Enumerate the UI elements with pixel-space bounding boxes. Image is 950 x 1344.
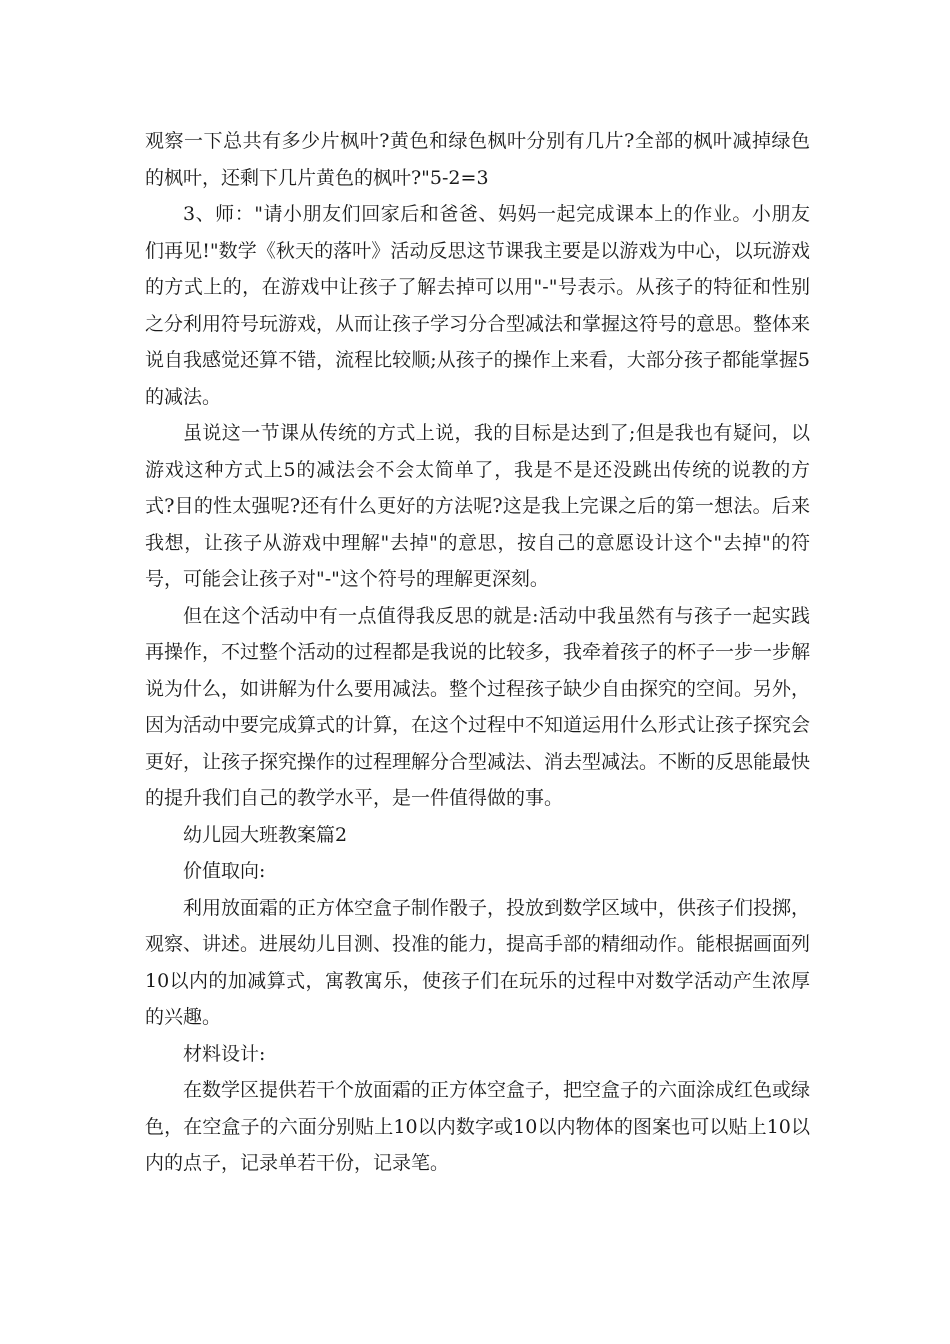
paragraph-reflection-1: 虽说这一节课从传统的方式上说，我的目标是达到了;但是我也有疑问，以游戏这种方式上5的减法会不会太简单了，我是不是还没跳出传统的说教的方式?目的性太强呢?还有什么更好的方法呢?这是我上完课之后的第一想法。后来我想，让孩子从游戏中理解"去掉"的意思，按自己的意愿设计这个"去掉"的符号，可能会让孩子对"-"这个符号的理解更深刻。 <box>145 422 810 590</box>
section-heading: 幼儿园大班教案篇2 <box>183 823 348 846</box>
paragraph-material-design: 在数学区提供若干个放面霜的正方体空盒子，把空盒子的六面涂成红色或绿色，在空盒子的六面分别贴上10以内数字或10以内物体的图案也可以贴上10以内的点子，记录单若干份，记录笔。 <box>145 1079 811 1174</box>
paragraph-teacher-closing: 3、师："请小朋友们回家后和爸爸、妈妈一起完成课本上的作业。小朋友们再见!"数学《秋天的落叶》活动反思这节课我主要是以游戏为中心，以玩游戏的方式上的，在游戏中让孩子了解去掉可以用"-"号表示。从孩子的特征和性别之分利用符号玩游戏，从而让孩子学习分合型减法和掌握这符号的意思。整体来说自我感觉还算不错，流程比较顺;从孩子的操作上来看，大部分孩子都能掌握5的减法。 <box>145 203 811 408</box>
paragraph-reflection-2: 但在这个活动中有一点值得我反思的就是:活动中我虽然有与孩子一起实践再操作，不过整个活动的过程都是我说的比较多，我牵着孩子的杯子一步一步解说为什么，如讲解为什么要用减法。整个过程孩子缺少自由探究的空间。另外，因为活动中要完成算式的计算，在这个过程中不知道运用什么形式让孩子探究会更好，让孩子探究操作的过程理解分合型减法、消去型减法。不断的反思能最快的提升我们自己的教学水平，是一件值得做的事。 <box>145 604 811 809</box>
document-body <box>145 123 810 1182</box>
paragraph-continuation: 观察一下总共有多少片枫叶?黄色和绿色枫叶分别有几片?全部的枫叶减掉绿色的枫叶，还剩下几片黄色的枫叶?"5-2=3 <box>145 130 810 189</box>
subheading-value-orientation: 价值取向: <box>183 860 266 882</box>
paragraph-value-orientation: 利用放面霜的正方体空盒子制作骰子，投放到数学区域中，供孩子们投掷，观察、讲述。进展幼儿目测、投准的能力，提高手部的精细动作。能根据画面列10以内的加减算式，寓教寓乐，使孩子们在玩乐的过程中对数学活动产生浓厚的兴趣。 <box>145 896 811 1028</box>
subheading-material-design: 材料设计: <box>183 1042 266 1065</box>
